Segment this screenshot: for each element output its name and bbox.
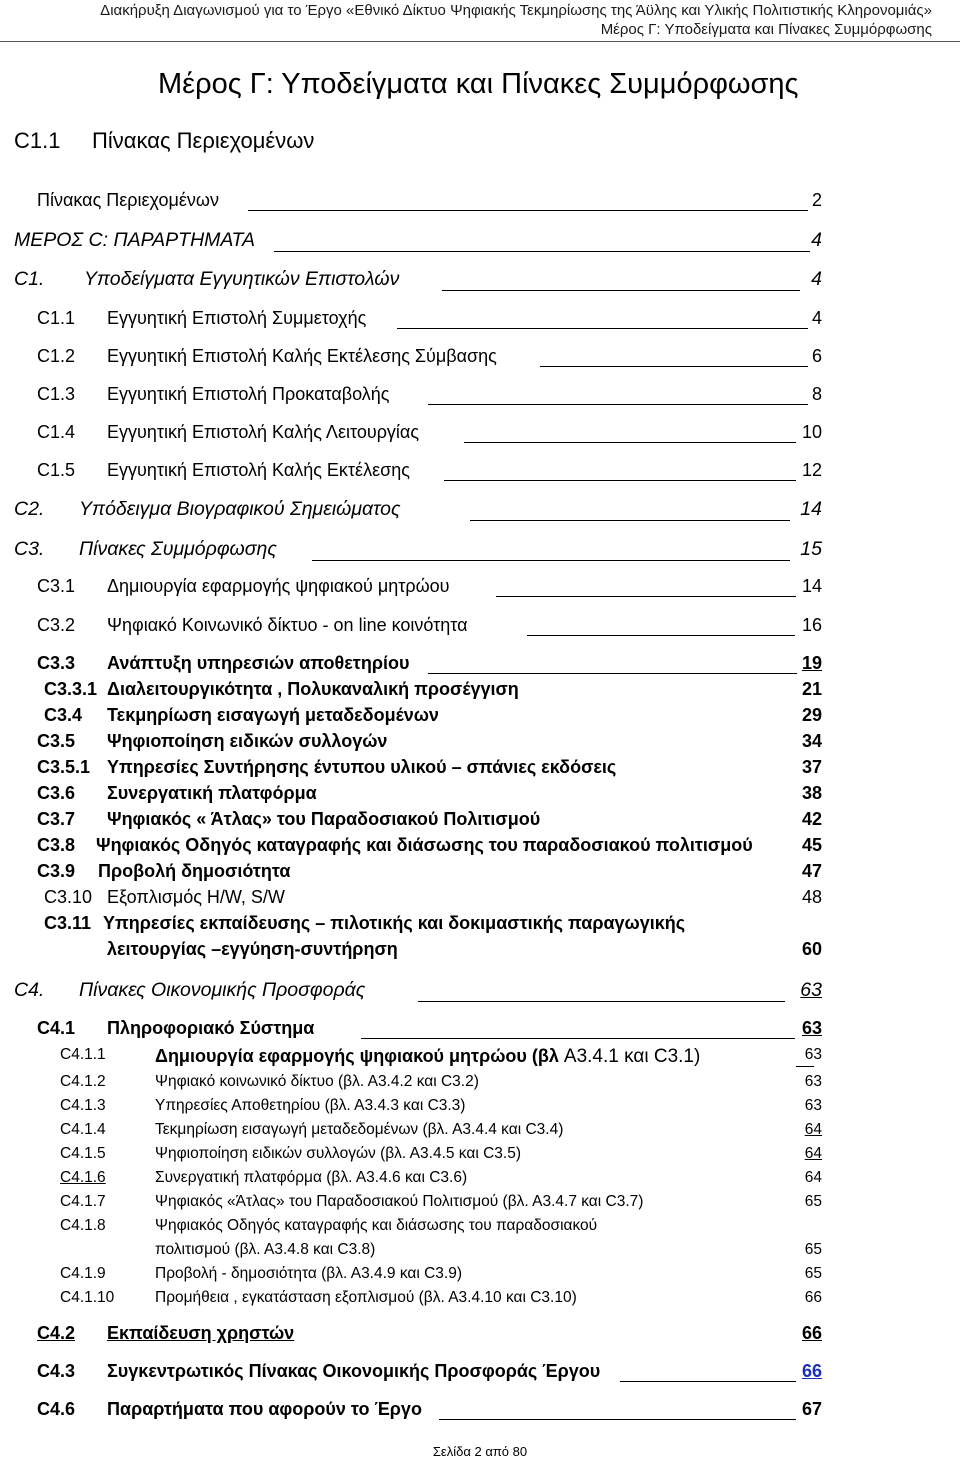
toc-entry-title	[155, 1265, 462, 1283]
toc-entry-number: C4.1.6	[60, 1169, 106, 1186]
toc-entry-page: 14	[800, 498, 822, 520]
toc-entry-page: 63	[804, 1097, 822, 1114]
toc-entry-page: 67	[801, 1399, 822, 1419]
toc-entry-title-text: Ψηφιακό Κοινωνικό δίκτυο -	[107, 615, 334, 635]
toc-entry-title-text: Εγγυητική Επιστολή Καλής Εκτέλεσης	[107, 460, 410, 480]
toc-entry-title	[107, 731, 387, 752]
toc-entry-title-text: Πίνακες Συμμόρφωσης	[79, 538, 277, 560]
toc-entry-title	[107, 615, 468, 636]
section-title: Πίνακας Περιεχομένων	[92, 128, 315, 153]
toc-entry-page: 45	[801, 835, 822, 855]
toc-entry-page: 4	[811, 268, 822, 290]
toc-entry-page: 21	[801, 679, 822, 699]
toc-entry-title	[107, 1361, 600, 1382]
toc-entry-page: 4	[811, 308, 822, 328]
toc-entry-page: 15	[800, 538, 822, 560]
toc-entry-page: 42	[801, 809, 822, 829]
toc-leader-line	[442, 290, 800, 291]
toc-entry-number: C1.2	[37, 346, 76, 366]
page-title: Μέρος Γ: Υποδείγματα και Πίνακες Συμμόρφωσης	[158, 68, 799, 100]
toc-entry-number: C1.4	[37, 422, 76, 442]
toc-entry-title-text: Εκπαίδευση χρηστών	[107, 1323, 295, 1343]
toc-entry-page: 4	[811, 229, 822, 251]
toc-entry-number: C3.2	[37, 615, 76, 635]
toc-entry-number: C1.	[14, 268, 45, 290]
toc-entry-number: C4.1.5	[60, 1145, 106, 1162]
toc-entry-number: C3.4	[44, 705, 83, 725]
toc-entry-title-text: Πίνακες Οικονομικής Προσφοράς	[79, 979, 366, 1001]
toc-entry-title-text: Ψηφιακός «Άτλας» του Παραδοσιακού Πολιτισμού (βλ. Α3.4.7 και C3.7)	[155, 1193, 644, 1210]
toc-entry-page: 64	[804, 1145, 822, 1162]
toc-entry-title-text: Υποδείγματα Εγγυητικών Επιστολών	[84, 268, 400, 290]
toc-leader-line	[418, 1001, 785, 1002]
toc-entry-number: C4.2	[37, 1323, 76, 1343]
toc-entry-title-text: Ψηφιακός Οδηγός καταγραφής και διάσωσης του παραδοσιακού	[155, 1217, 598, 1234]
section-number: C1.1	[14, 128, 61, 153]
toc-leader-line	[796, 1066, 814, 1067]
toc-entry-title-text: Εγγυητική Επιστολή Συμμετοχής	[107, 308, 367, 328]
toc-entry-title	[155, 1046, 700, 1068]
toc-entry-title-text: Δημιουργία εφαρμογής ψηφιακού μητρώου (βλ	[155, 1046, 564, 1066]
toc-entry-number: C3.	[14, 538, 45, 560]
toc-entry-page: 48	[801, 887, 822, 907]
toc-entry-number: C1.5	[37, 460, 76, 480]
toc-entry-number: C4.1.9	[60, 1265, 106, 1282]
toc-entry-page: 19	[801, 653, 822, 673]
toc-entry-title-text: Προμήθεια , εγκατάσταση εξοπλισμού (βλ. Α3.4.10 και C3.10)	[155, 1289, 577, 1306]
toc-entry-title-text: Δημιουργία εφαρμογής ψηφιακού μητρώου	[107, 576, 450, 596]
toc-leader-line	[620, 1381, 796, 1382]
toc-entry-title-text: Ψηφιακός « Άτλας» του Παραδοσιακού Πολιτισμού	[107, 809, 541, 829]
toc-leader-line	[444, 480, 796, 481]
toc-entry-number: C3.5.1	[37, 757, 91, 777]
toc-entry-title-suffix: on line κοινότητα	[333, 615, 468, 635]
toc-leader-line	[248, 210, 808, 211]
toc-entry-page: 63	[800, 979, 822, 1001]
toc-entry-number: C4.3	[37, 1361, 76, 1381]
toc-entry-title-text: Εγγυητική Επιστολή Καλής Εκτέλεσης Σύμβασης	[107, 346, 497, 366]
toc-entry-title	[155, 1169, 467, 1187]
toc-entry-page: 10	[801, 422, 822, 442]
toc-entry-title-text: Υπηρεσίες εκπαίδευσης – πιλοτικής και δοκιμαστικής παραγωγικής	[103, 913, 686, 933]
toc-entry-title	[14, 229, 255, 252]
toc-leader-line	[464, 442, 796, 443]
toc-entry-number: C3.1	[37, 576, 76, 596]
toc-entry-number: C4.1.3	[60, 1097, 106, 1114]
toc-entry-title-text: Πίνακας Περιεχομένων	[37, 190, 219, 210]
toc-entry-page: 65	[804, 1193, 822, 1210]
toc-leader-line	[428, 404, 808, 405]
toc-leader-line	[397, 328, 808, 329]
toc-entry-title	[79, 538, 277, 561]
toc-entry-title	[107, 308, 366, 329]
toc-entry-title	[98, 861, 290, 882]
toc-entry-page: 65	[804, 1265, 822, 1282]
toc-entry-title	[155, 1073, 479, 1091]
toc-entry-title	[155, 1217, 597, 1235]
toc-entry-title	[103, 913, 685, 934]
toc-entry-title	[107, 1399, 422, 1420]
page-footer: Σελίδα 2 από 80	[432, 1444, 528, 1459]
toc-leader-line	[496, 596, 796, 597]
toc-entry-title-text: Πληροφοριακό Σύστημα	[107, 1018, 315, 1038]
toc-entry-title	[79, 979, 365, 1002]
toc-entry-title-text: Ψηφιοποίηση ειδικών συλλογών (βλ. Α3.4.5 και C3.5)	[155, 1145, 521, 1162]
toc-entry-page: 2	[811, 190, 822, 210]
toc-entry-title-text: Ψηφιοποίηση ειδικών συλλογών	[107, 731, 388, 751]
toc-entry-title	[107, 887, 285, 908]
toc-entry-page: 16	[801, 615, 822, 635]
toc-entry-number: C4.6	[37, 1399, 76, 1419]
toc-entry-title-text: Συγκεντρωτικός Πίνακας Οικονομικής Προσφοράς Έργου	[107, 1361, 601, 1381]
section-heading	[14, 128, 314, 154]
header-line-2: Μέρος Γ: Υποδείγματα και Πίνακες Συμμόρφωσης	[600, 21, 932, 38]
toc-leader-line	[361, 1038, 795, 1039]
toc-entry-page: 29	[801, 705, 822, 725]
toc-entry-title-text: Εξοπλισμός H/W, S/W	[107, 887, 285, 907]
toc-entry-title	[107, 653, 409, 674]
toc-entry-number: C4.1.7	[60, 1193, 106, 1210]
toc-entry-number: C3.3	[37, 653, 76, 673]
toc-entry-title	[79, 498, 400, 521]
toc-entry-page: 60	[801, 939, 822, 959]
toc-entry-title-text: Ψηφιακός Οδηγός καταγραφής και διάσωσης του παραδοσιακού πολιτισμού	[96, 835, 753, 855]
toc-entry-number: C4.	[14, 979, 45, 1001]
toc-entry-title	[96, 835, 753, 856]
toc-entry-title	[107, 809, 540, 830]
toc-entry-title-text: Εγγυητική Επιστολή Καλής Λειτουργίας	[107, 422, 420, 442]
toc-entry-page: 47	[801, 861, 822, 881]
toc-entry-title	[107, 460, 410, 481]
toc-entry-page: 66	[801, 1323, 822, 1343]
toc-entry-title	[107, 1323, 294, 1344]
toc-entry-title-text: Προβολή - δημοσιότητα (βλ. Α3.4.9 και C3.9)	[155, 1265, 463, 1282]
toc-entry-number: C1.1	[37, 308, 76, 328]
toc-entry-number: C3.11	[44, 913, 92, 933]
toc-entry-title-text: Υπόδειγμα Βιογραφικού Σημειώματος	[79, 498, 401, 520]
toc-entry-number: C4.1.10	[60, 1289, 115, 1306]
toc-leader-line	[428, 673, 797, 674]
toc-entry-title	[107, 679, 519, 700]
toc-entry-page: 63	[804, 1073, 822, 1090]
toc-entry-number: C4.1.8	[60, 1217, 106, 1234]
toc-entry-number: C4.1.2	[60, 1073, 106, 1090]
toc-entry-page: 6	[811, 346, 822, 366]
toc-entry-number: C2.	[14, 498, 45, 520]
toc-entry-page: 66	[804, 1289, 822, 1306]
toc-entry-title	[155, 1193, 643, 1211]
toc-entry-title	[155, 1121, 563, 1139]
toc-entry-title-text: Τεκμηρίωση εισαγωγή μεταδεδομένων	[107, 705, 439, 725]
toc-entry-title	[107, 422, 419, 443]
toc-leader-line	[312, 560, 790, 561]
toc-entry-title	[37, 190, 219, 211]
toc-entry-title-continued: λειτουργίας –εγγύηση-συντήρηση	[107, 939, 398, 959]
toc-entry-title-text: Υπηρεσίες Αποθετηρίου (βλ. Α3.4.3 και C3.3)	[155, 1097, 466, 1114]
toc-entry-title	[155, 1097, 465, 1115]
header-line-1: Διακήρυξη Διαγωνισμού για το Έργο «Εθνικό Δίκτυο Ψηφιακής Τεκμηρίωσης της Άϋλης και Υλικής Πολιτιστικής Κληρονομιάς»	[100, 2, 932, 19]
toc-entry-title-text: Συνεργατική πλατφόρμα (βλ. Α3.4.6 και C3.6)	[155, 1169, 468, 1186]
toc-leader-line	[274, 251, 810, 252]
toc-entry-title	[107, 705, 439, 726]
toc-entry-title	[107, 384, 389, 405]
toc-entry-title	[107, 576, 450, 597]
toc-leader-line	[540, 366, 808, 367]
toc-entry-title	[107, 1018, 314, 1039]
toc-entry-title-text: Προβολή δημοσιότητα	[98, 861, 291, 881]
toc-entry-number: C3.10	[44, 887, 93, 907]
toc-entry-number: C4.1	[37, 1018, 76, 1038]
toc-entry-page: 64	[804, 1169, 822, 1186]
toc-entry-number: C3.9	[37, 861, 76, 881]
toc-entry-title-continued: πολιτισμού (βλ. Α3.4.8 και C3.8)	[155, 1241, 376, 1258]
toc-entry-title	[155, 1145, 521, 1163]
toc-entry-page: 14	[801, 576, 822, 596]
toc-entry-title-text: Ανάπτυξη υπηρεσιών αποθετηρίου	[107, 653, 410, 673]
toc-entry-page: 12	[801, 460, 822, 480]
toc-entry-page: 64	[804, 1121, 822, 1138]
toc-entry-page: 34	[801, 731, 822, 751]
toc-leader-line	[439, 1419, 796, 1420]
toc-entry-page: 66	[801, 1361, 822, 1381]
toc-entry-page: 63	[804, 1046, 822, 1063]
toc-entry-title-text: Υπηρεσίες Συντήρησης έντυπου υλικού – σπάνιες εκδόσεις	[107, 757, 617, 777]
toc-entry-number: C3.8	[37, 835, 76, 855]
toc-leader-line	[527, 635, 795, 636]
toc-entry-title	[84, 268, 399, 291]
toc-entry-number: C3.7	[37, 809, 76, 829]
toc-entry-title-text: Συνεργατική πλατφόρμα	[107, 783, 317, 803]
toc-entry-number: C4.1.1	[60, 1046, 106, 1063]
toc-entry-number: C3.6	[37, 783, 76, 803]
toc-entry-page: 38	[801, 783, 822, 803]
toc-entry-title	[107, 757, 616, 778]
toc-entry-title-text: Διαλειτουργικότητα , Πολυκαναλική προσέγγιση	[107, 679, 519, 699]
toc-entry-page: 65	[804, 1241, 822, 1258]
toc-entry-page: 8	[811, 384, 822, 404]
toc-entry-title-text: Παραρτήματα που αφορούν το Έργο	[107, 1399, 422, 1419]
toc-entry-number: C3.5	[37, 731, 76, 751]
toc-entry-title	[107, 346, 497, 367]
toc-entry-title	[107, 783, 317, 804]
toc-entry-number: C3.3.1	[44, 679, 98, 699]
toc-entry-title-text: Ψηφιακό κοινωνικό δίκτυο (βλ. Α3.4.2 και C3.2)	[155, 1073, 479, 1090]
toc-entry-title-text: Τεκμηρίωση εισαγωγή μεταδεδομένων (βλ. Α3.4.4 και C3.4)	[155, 1121, 564, 1138]
toc-entry-title-text: Εγγυητική Επιστολή Προκαταβολής	[107, 384, 390, 404]
toc-entry-title	[155, 1289, 577, 1307]
toc-leader-line	[470, 520, 790, 521]
header-rule	[0, 41, 960, 42]
toc-entry-page: 63	[801, 1018, 822, 1038]
toc-entry-number: C1.3	[37, 384, 76, 404]
toc-entry-page: 37	[801, 757, 822, 777]
toc-entry-title-text: ΜΕΡΟΣ C: ΠΑΡΑΡΤΗΜΑΤΑ	[14, 229, 255, 251]
toc-entry-title-suffix: Α3.4.1 και C3.1)	[563, 1046, 701, 1067]
toc-entry-number: C4.1.4	[60, 1121, 106, 1138]
